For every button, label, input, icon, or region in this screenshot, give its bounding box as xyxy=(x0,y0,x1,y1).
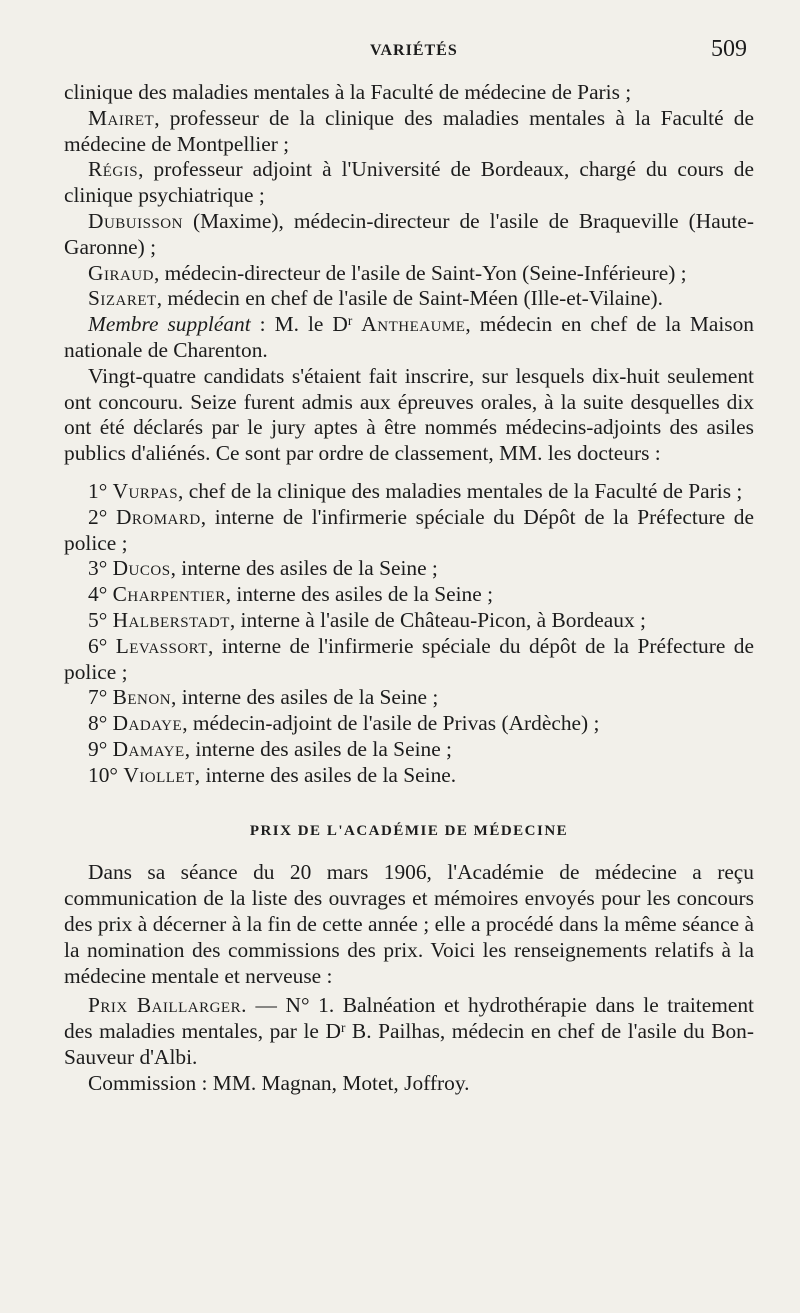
ranking-entry xyxy=(64,556,754,582)
candidate-name: Vurpas xyxy=(112,478,179,503)
prize-entry xyxy=(64,993,754,1070)
candidate-description: , interne de l'infirmerie spéciale du Dépôt de la Préfecture de police ; xyxy=(64,504,754,555)
ranking-entry xyxy=(64,737,754,763)
rank-number: 3° xyxy=(88,556,108,581)
ranking-entry xyxy=(64,685,754,711)
running-title: VARIÉTÉS xyxy=(370,42,458,59)
member-name: Mairet xyxy=(88,105,155,130)
rank-number: 7° xyxy=(88,685,108,710)
prize-sup: r xyxy=(340,1020,346,1036)
candidate-name: Dromard xyxy=(115,504,201,529)
jury-member xyxy=(64,157,754,209)
candidate-description: , interne des asiles de la Seine ; xyxy=(171,685,439,710)
member-description: (Maxime), médecin-directeur de l'asile de Braqueville (Haute-Garonne) ; xyxy=(64,208,754,259)
member-description: , professeur de la clinique des maladies mentales à la Faculté de médecine de Montpellier ; xyxy=(64,105,754,156)
member-description: , professeur adjoint à l'Université de Bordeaux, chargé du cours de clinique psychiatrique ; xyxy=(64,157,754,208)
substitute-member xyxy=(64,312,754,364)
jury-member xyxy=(64,286,754,312)
ranking-list xyxy=(64,479,754,789)
substitute-prefix: : M. le D xyxy=(250,312,348,337)
candidate-name: Damaye xyxy=(112,736,185,761)
commission-line: Commission : MM. Magnan, Motet, Joffroy. xyxy=(88,1070,470,1095)
candidate-description: , interne à l'asile de Château-Picon, à Bordeaux ; xyxy=(229,607,646,632)
ranking-entry xyxy=(64,582,754,608)
candidate-name: Ducos xyxy=(112,556,171,581)
rank-number: 2° xyxy=(88,504,108,529)
rank-number: 10° xyxy=(88,762,118,787)
substitute-name: Antheaume xyxy=(361,312,466,337)
rank-number: 5° xyxy=(88,607,108,632)
member-description: , médecin-directeur de l'asile de Saint-Yon (Seine-Inférieure) ; xyxy=(153,260,687,285)
member-name: Sizaret xyxy=(88,286,157,311)
candidate-description: , interne des asiles de la Seine. xyxy=(194,762,457,787)
jury-continuation: clinique des maladies mentales à la Faculté de médecine de Paris ; xyxy=(64,80,632,104)
ranking-entry xyxy=(64,763,754,789)
candidate-description: , interne des asiles de la Seine ; xyxy=(170,556,438,581)
prize-text: — N° 1. Balnéation et hydrothérapie dans le traitement des maladies mentales, par le D xyxy=(64,993,754,1044)
member-description: , médecin en chef de l'asile de Saint-Méen (Ille-et-Vilaine). xyxy=(156,286,663,311)
body-text xyxy=(64,80,754,1096)
section-heading: PRIX DE L'ACADÉMIE DE MÉDECINE xyxy=(249,822,569,839)
academy-intro: Dans sa séance du 20 mars 1906, l'Académie de médecine a reçu communication de la liste des ouvrages et mémoires envoyés pour les concours des prix à décerner à la fin de cette année ; elle a procédé dans la même séance à la nomination des commissions des prix. Voici les renseignements relatifs à la médecine mentale et nerveuse : xyxy=(64,860,754,988)
member-name: Dubuisson xyxy=(88,208,183,233)
prize-text-after: B. Pailhas, médecin en chef de l'asile du Bon-Sauveur d'Albi. xyxy=(64,1019,754,1069)
prize-name: Prix Baillarger. xyxy=(88,993,247,1018)
rank-number: 8° xyxy=(88,711,108,736)
running-head xyxy=(0,36,800,70)
candidate-name: Dadaye xyxy=(112,711,183,736)
substitute-label: Membre suppléant xyxy=(88,312,251,337)
candidate-description: , chef de la clinique des maladies mentales de la Faculté de Paris ; xyxy=(178,478,743,503)
ranking-entry xyxy=(64,711,754,737)
member-name: Giraud xyxy=(88,260,154,285)
ranking-entry xyxy=(64,479,754,505)
candidate-name: Halberstadt xyxy=(112,607,230,632)
rank-number: 6° xyxy=(88,633,108,658)
ranking-entry xyxy=(64,634,754,686)
substitute-sup: r xyxy=(347,313,353,329)
page-number: 509 xyxy=(711,36,747,62)
member-name: Régis xyxy=(88,157,139,182)
candidate-description: , interne des asiles de la Seine ; xyxy=(184,736,452,761)
ranking-entry xyxy=(64,505,754,557)
substitute-description: , médecin en chef de la Maison nationale de Charenton. xyxy=(64,312,754,362)
candidate-description: , interne de l'infirmerie spéciale du dépôt de la Préfecture de police ; xyxy=(64,633,754,684)
results-paragraph: Vingt-quatre candidats s'étaient fait inscrire, sur lesquels dix-huit seulement ont concouru. Seize furent admis aux épreuves orales, à la suite desquelles dix ont été déclarés par le jury aptes à être nommés médecins-adjoints des asiles publics d'aliénés. Ce sont par ordre de classement, MM. les docteurs : xyxy=(64,363,754,466)
candidate-description: , médecin-adjoint de l'asile de Privas (Ardèche) ; xyxy=(182,711,600,736)
jury-member xyxy=(64,261,754,287)
jury-member xyxy=(64,106,754,158)
candidate-name: Viollet xyxy=(123,762,195,787)
ranking-entry xyxy=(64,608,754,634)
rank-number: 4° xyxy=(88,582,108,607)
jury-member xyxy=(64,209,754,261)
candidate-name: Levassort xyxy=(115,633,208,658)
candidate-name: Benon xyxy=(112,685,172,710)
rank-number: 9° xyxy=(88,736,108,761)
candidate-description: , interne des asiles de la Seine ; xyxy=(225,582,494,607)
rank-number: 1° xyxy=(88,478,108,503)
candidate-name: Charpentier xyxy=(112,582,226,607)
